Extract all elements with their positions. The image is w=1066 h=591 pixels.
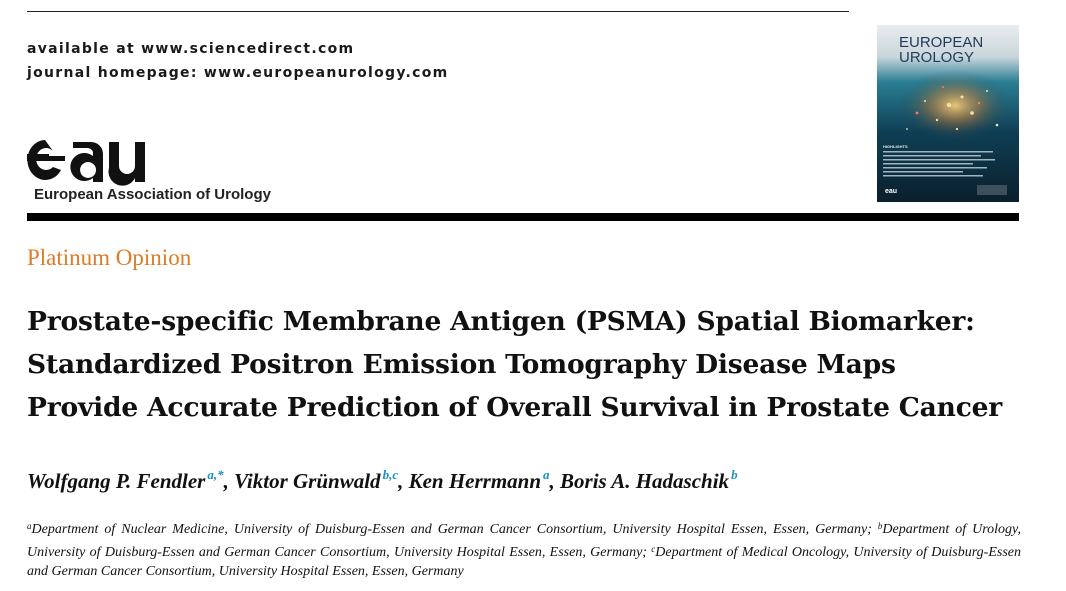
top-rule: [27, 11, 849, 12]
author-affiliation-mark[interactable]: a: [543, 467, 550, 482]
article-section-label: Platinum Opinion: [27, 245, 192, 270]
cover-eau-mark: eau: [885, 188, 898, 195]
affiliation-text: Department of Medical Oncology, University of Duisburg-Essen and German Cancer Consortium, University Hospital Essen, Essen, Germany: [27, 544, 1021, 579]
affiliation-text: Department of Urology, University of Duisburg-Essen and German Cancer Consortium, University Hospital Essen, Essen, Germany;: [27, 522, 1021, 560]
cover-journal-line1: EUROPEAN: [899, 34, 984, 51]
author-separator: ,: [549, 469, 561, 493]
author-affiliation-mark[interactable]: b: [731, 467, 738, 482]
eau-org-name: European Association of Urology: [34, 186, 271, 203]
author-name[interactable]: Wolfgang P. Fendler: [27, 469, 206, 493]
cover-journal-line2: UROLOGY: [899, 49, 975, 66]
homepage-link[interactable]: journal homepage: www.europeanurology.com: [27, 65, 449, 81]
author-affiliation-mark[interactable]: b,c: [382, 467, 399, 482]
journal-cover[interactable]: [877, 25, 1019, 202]
header-divider: [27, 213, 1019, 221]
sciencedirect-link[interactable]: available at www.sciencedirect.com: [27, 41, 355, 57]
affiliation-mark: c: [651, 543, 656, 554]
eau-logo: [27, 138, 147, 186]
affiliations: [27, 517, 1021, 582]
author-name[interactable]: Boris A. Hadaschik: [560, 469, 730, 493]
author-separator: ,: [398, 469, 409, 493]
title-line-1: Prostate-specific Membrane Antigen (PSMA) Spatial Biomarker:: [27, 306, 975, 337]
affiliation-mark: a: [27, 521, 32, 531]
author-name[interactable]: Ken Herrmann: [408, 469, 542, 493]
title-line-3: Provide Accurate Prediction of Overall Survival in Prostate Cancer: [27, 392, 1003, 423]
title-line-2: Standardized Positron Emission Tomography Disease Maps: [27, 349, 896, 380]
journal-links: [27, 37, 449, 85]
author-list: [27, 467, 738, 494]
cover-highlights-label: HIGHLIGHTS: [883, 144, 908, 149]
affiliation-mark: b: [877, 521, 883, 531]
author-name[interactable]: Viktor Grünwald: [234, 469, 381, 493]
affiliation-text: Department of Nuclear Medicine, University of Duisburg-Essen and German Cancer Consortium, University Hospital Essen, Essen, Germany;: [31, 522, 878, 537]
author-separator: ,: [223, 469, 235, 493]
author-affiliation-mark[interactable]: a,*: [207, 467, 224, 482]
article-title: [27, 300, 1037, 429]
